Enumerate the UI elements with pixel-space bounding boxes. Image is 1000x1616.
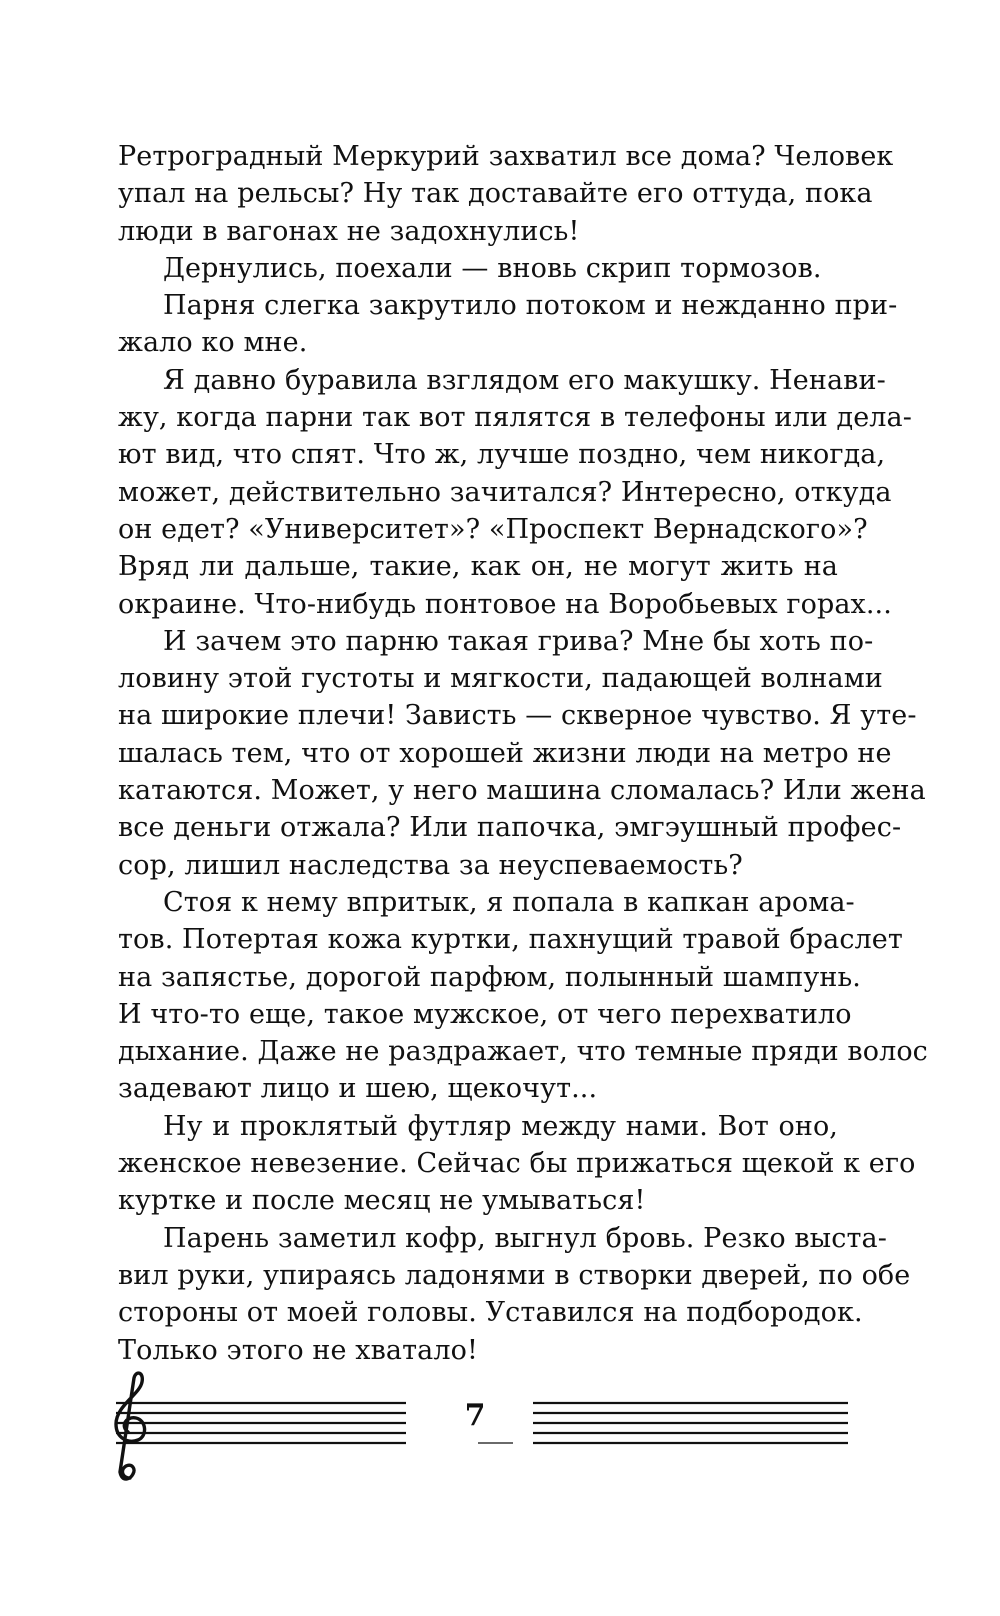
text-line: женское невезение. Сейчас бы прижаться щекой к его bbox=[118, 1148, 916, 1180]
text-line: на широкие плечи! Зависть — скверное чувство. Я уте- bbox=[118, 700, 917, 732]
text-line: Вряд ли дальше, такие, как он, не могут жить на bbox=[118, 551, 838, 583]
text-line: упал на рельсы? Ну так доставайте его оттуда, пока bbox=[118, 178, 873, 210]
text-line: куртке и после месяц не умываться! bbox=[118, 1185, 646, 1217]
text-line: вил руки, упираясь ладонями в створки дверей, по обе bbox=[118, 1259, 911, 1291]
text-line: окраине. Что-нибудь понтовое на Воробьевых горах... bbox=[118, 588, 892, 620]
text-line: дыхание. Даже не раздражает, что темные пряди волос bbox=[118, 1036, 928, 1068]
text-line: задевают лицо и шею, щекочут... bbox=[118, 1073, 598, 1105]
page-footer bbox=[108, 1370, 848, 1500]
text-line: стороны от моей головы. Уставился на подбородок. bbox=[118, 1297, 863, 1329]
text-line: ют вид, что спят. Что ж, лучше поздно, чем никогда, bbox=[118, 439, 886, 471]
text-line: Стоя к нему впритык, я попала в капкан арома- bbox=[163, 886, 855, 918]
text-line: на запястье, дорогой парфюм, полынный шампунь. bbox=[118, 961, 861, 993]
text-line: Только этого не хватало! bbox=[118, 1334, 478, 1366]
text-line: катаются. Может, у него машина сломалась? Или жена bbox=[118, 775, 926, 807]
text-line: Ну и проклятый футляр между нами. Вот оно, bbox=[163, 1110, 838, 1142]
page-number: 7 bbox=[464, 1398, 486, 1433]
text-line: И зачем это парню такая грива? Мне бы хоть по- bbox=[163, 625, 874, 657]
text-line: ловину этой густоты и мягкости, падающей волнами bbox=[118, 663, 883, 695]
text-line: сор, лишил наследства за неуспеваемость? bbox=[118, 849, 743, 881]
text-line: И что-то еще, такое мужское, от чего перехватило bbox=[118, 998, 852, 1030]
text-line: тов. Потертая кожа куртки, пахнущий травой браслет bbox=[118, 924, 903, 956]
text-line: может, действительно зачитался? Интересно, откуда bbox=[118, 476, 892, 508]
page-body-text bbox=[118, 138, 928, 1369]
treble-clef-icon bbox=[116, 1373, 145, 1479]
text-line: Я давно буравила взглядом его макушку. Ненави- bbox=[163, 364, 886, 396]
text-line: люди в вагонах не задохнулись! bbox=[118, 215, 580, 247]
text-line: все деньги отжала? Или папочка, эмгэушный профес- bbox=[118, 812, 902, 844]
text-line: Парень заметил кофр, выгнул бровь. Резко выста- bbox=[163, 1222, 887, 1254]
text-line: жу, когда парни так вот пялятся в телефоны или дела- bbox=[118, 402, 912, 434]
text-line: жало ко мне. bbox=[118, 327, 308, 359]
text-line: Дернулись, поехали — вновь скрип тормозов. bbox=[163, 252, 822, 284]
music-staff-lines bbox=[108, 1370, 848, 1500]
text-line: он едет? «Университет»? «Проспект Вернадского»? bbox=[118, 513, 868, 545]
text-line: Ретроградный Меркурий захватил все дома? Человек bbox=[118, 141, 894, 172]
text-line: Парня слегка закрутило потоком и нежданно при- bbox=[163, 290, 898, 322]
text-line: шалась тем, что от хорошей жизни люди на метро не bbox=[118, 737, 892, 769]
